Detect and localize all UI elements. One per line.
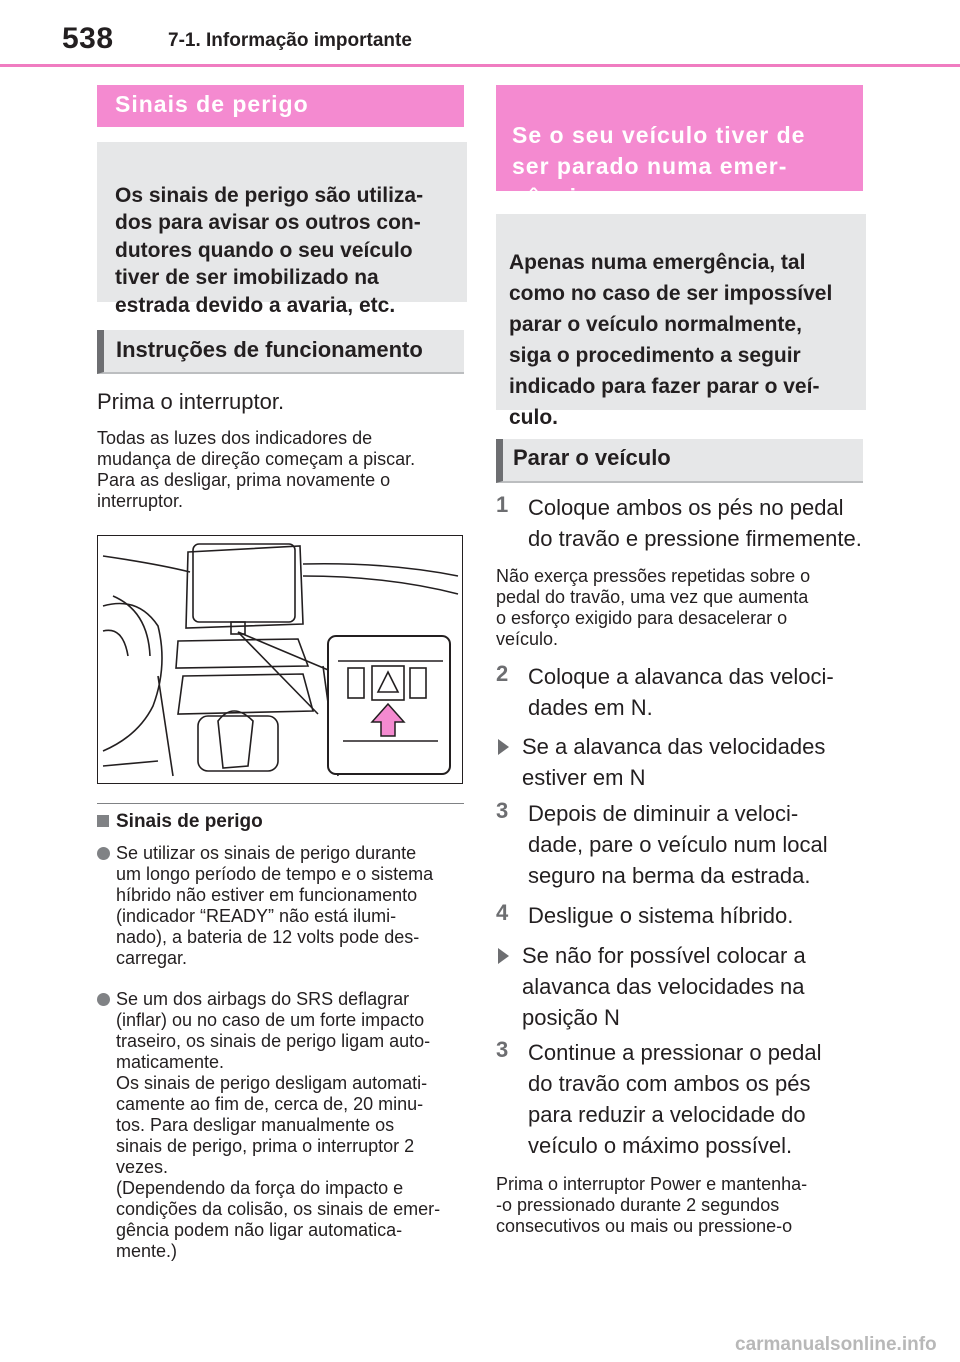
branch-2 — [498, 940, 868, 1033]
step-2-number: 2 — [496, 661, 509, 686]
final-note: Prima o interruptor Power e mantenha- -o pressionado durante 2 segundos consecutivos ou mais ou pressione-o — [496, 1174, 808, 1236]
stop-vehicle-subhead — [496, 439, 863, 483]
info-title: Sinais de perigo — [116, 811, 263, 832]
section-title: 7-1. Informação importante — [168, 30, 412, 51]
info-bullet-1 — [97, 843, 464, 969]
bullet-dot-icon — [97, 847, 110, 860]
instructions-subhead-label: Instruções de funcionamento — [116, 337, 423, 362]
header-rule — [0, 64, 960, 67]
step-3a-number: 3 — [496, 798, 509, 823]
step-3b-text: Continue a pressionar o pedal do travão com ambos os pés para reduzir a velocidade do veículo o máximo possível. — [528, 1040, 822, 1158]
step-1-text: Coloque ambos os pés no pedal do travão e pressione firmemente. — [528, 495, 862, 551]
hazard-intro: Os sinais de perigo são utiliza- dos para avisar os outros con- dutores quando o seu veículo tiver de ser imobilizado na estrada devido a avaria, etc. — [115, 183, 424, 317]
emergency-intro: Apenas numa emergência, tal como no caso de ser impossível parar o veículo normalmente, siga o procedimento a seguir indicado para fazer parar o veí- culo. — [509, 251, 833, 429]
instruction-text: Prima o interruptor. — [97, 389, 285, 414]
bullet-dot-icon — [97, 993, 110, 1006]
watermark: carmanualsonline.info — [735, 1334, 937, 1355]
branch-1-text: Se a alavanca das velocidades estiver em N — [522, 734, 826, 790]
step-2-text: Coloque a alavanca das veloci- dades em N. — [528, 664, 834, 720]
step-3b — [496, 1037, 866, 1161]
info-bullet-2-text: Se um dos airbags do SRS deflagrar (inflar) ou no caso de um forte impacto traseiro, os sinais de perigo ligam auto- maticamente. Os sinais de perigo desligam automati- camente ao fim de, cerca de, 20 minu- tos. Para desligar manualmente os sinais de perigo, prima o interruptor 2 vezes. (Dependendo da força do impacto e condições da colisão, os sinais de emer- gência podem não ligar automatica- mente.) — [116, 989, 441, 1261]
step-2 — [496, 661, 866, 723]
square-bullet-icon — [97, 815, 109, 827]
triangle-bullet-icon — [498, 739, 509, 755]
instructions-subhead — [97, 330, 464, 374]
info-bullet-2 — [97, 989, 464, 1262]
branch-1 — [498, 731, 868, 793]
info-bullet-1-text: Se utilizar os sinais de perigo durante um longo período de tempo e o sistema híbrido não estiver em funcionamento (indicador “READY” não está ilumi- nado), a bateria de 12 volts pode des- carregar. — [116, 843, 434, 968]
step-1-note: Não exerça pressões repetidas sobre o pedal do travão, uma vez que aumenta o esforço exigido para desacelerar o veículo. — [496, 566, 811, 649]
step-1-number: 1 — [496, 492, 509, 517]
stop-vehicle-subhead-label: Parar o veículo — [513, 445, 671, 470]
step-1 — [496, 492, 866, 554]
hazard-intro-panel — [97, 142, 467, 317]
info-rule — [97, 803, 464, 804]
emergency-intro-panel — [496, 214, 866, 429]
step-4-text: Desligue o sistema híbrido. — [528, 903, 794, 928]
dashboard-illustration — [97, 535, 463, 784]
step-4-number: 4 — [496, 900, 509, 925]
step-3b-number: 3 — [496, 1037, 509, 1062]
instruction-note: Todas as luzes dos indicadores de mudança de direção começam a piscar. Para as desligar, prima novamente o interruptor. — [97, 428, 416, 511]
step-4 — [496, 900, 866, 931]
triangle-bullet-icon — [498, 948, 509, 964]
branch-2-text: Se não for possível colocar a alavanca das velocidades na posição N — [522, 943, 806, 1030]
emergency-banner-title: Se o seu veículo tiver de ser parado numa emer- gência — [512, 122, 806, 210]
page-number: 538 — [62, 22, 114, 55]
dashboard-drawing — [98, 536, 461, 782]
step-3a — [496, 798, 866, 891]
hazard-banner — [97, 85, 464, 127]
emergency-banner — [496, 85, 863, 210]
step-3a-text: Depois de diminuir a veloci- dade, pare o veículo num local seguro na berma da estrada. — [528, 801, 828, 888]
hazard-banner-title: Sinais de perigo — [115, 91, 309, 117]
